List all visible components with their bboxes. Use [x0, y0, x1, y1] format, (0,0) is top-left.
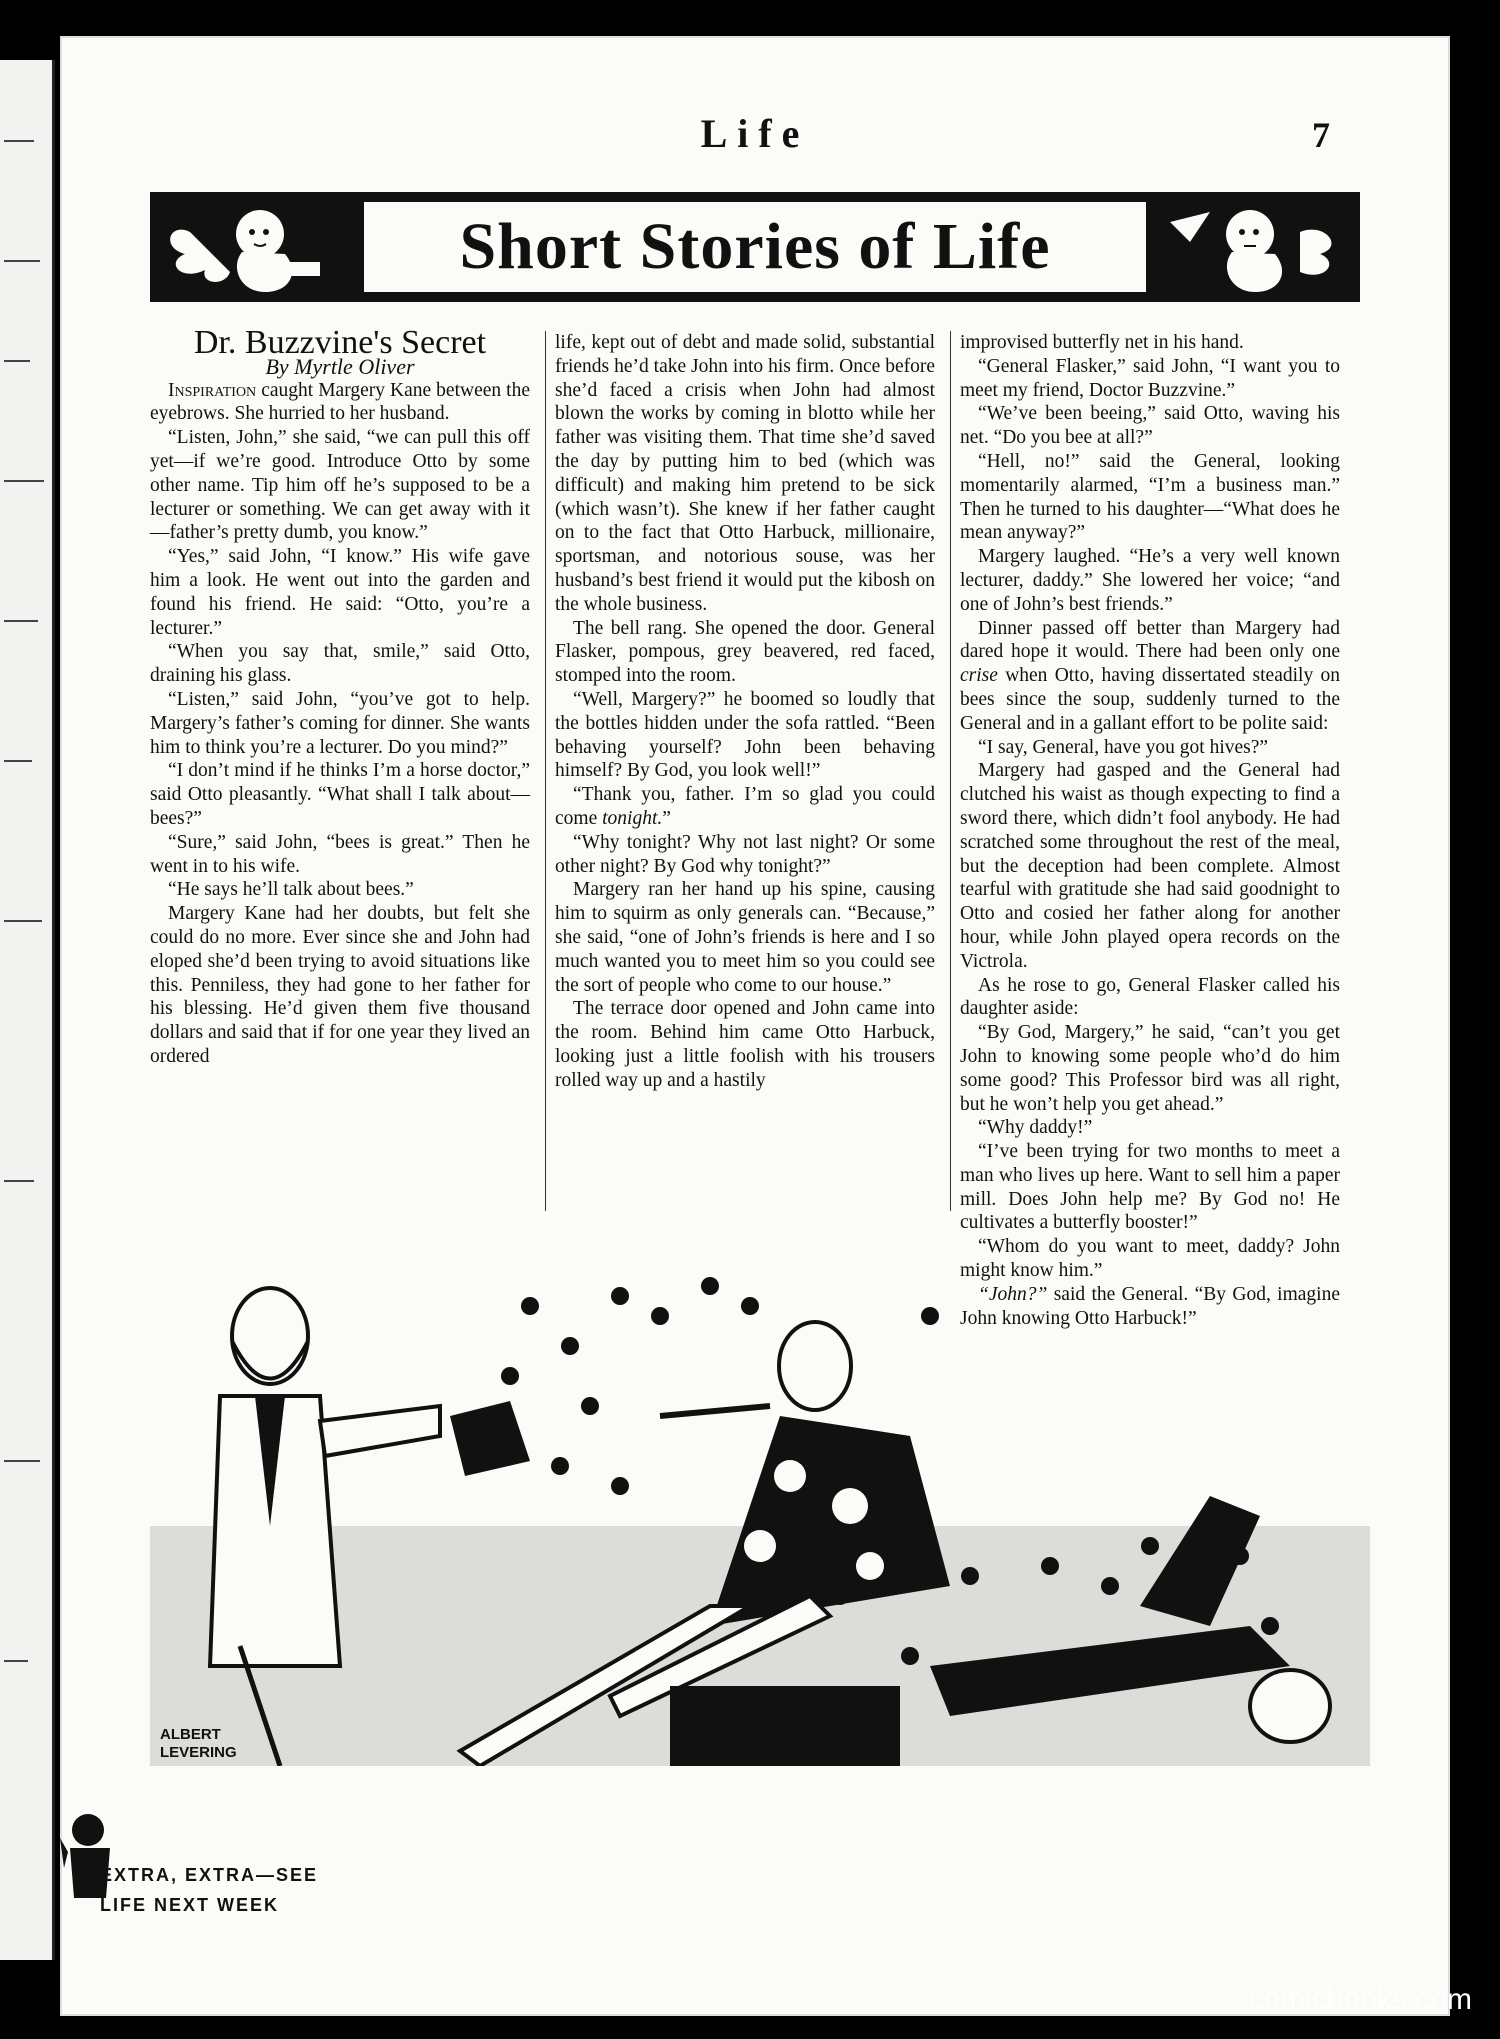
- emphasis-text: “John?”: [978, 1283, 1048, 1305]
- paragraph-text: when Otto, having dissertated steadily on bees since the soup, suddenly turned to the General and in a gallant effort to be polite said:: [960, 665, 1340, 734]
- paragraph: The terrace door opened and John came into the room. Behind him came Otto Harbuck, looking just a little foolish with his trousers rolled way up and a hastily: [555, 998, 935, 1091]
- paragraph: As he rose to go, General Flasker called his daughter aside:: [960, 974, 1340, 1020]
- paragraph: “I’ve been trying for two months to meet a man who lives up here. Want to sell him a paper mill. Does John help me? By God no! He cultivates a butterfly booster!”: [960, 1141, 1340, 1234]
- paragraph: “He says he’ll talk about bees.”: [168, 879, 414, 901]
- story-column-2: [555, 331, 935, 1093]
- paragraph: “I don’t mind if he thinks I’m a horse doctor,” said Otto pleasantly. “What shall I talk about—bees?”: [150, 760, 530, 829]
- paragraph: “When you say that, smile,” said Otto, draining his glass.: [150, 641, 530, 687]
- footer-line: EXTRA, EXTRA—SEE: [100, 1865, 319, 1885]
- paragraph: “Well, Margery?” he boomed so loudly that the bottles hidden under the sofa rattled. “Been behaving yourself? John been behaving himself? By God, you look well!”: [555, 688, 935, 782]
- site-watermark: comicbooks.com: [1248, 1983, 1472, 2016]
- emphasis-text: crise: [960, 665, 998, 687]
- cherub-right-icon: [1150, 192, 1360, 302]
- paragraph: Margery Kane had her doubts, but felt she could do no more. Ever since she and John had eloped she’d been trying to avoid situations like this. Penniless, they had gone to her father for his blessing. He’d given them five thousand dollars and said that if for one year they lived an ordered: [150, 903, 530, 1067]
- paragraph: “We’ve been beeing,” said Otto, waving his net. “Do you bee at all?”: [960, 403, 1340, 449]
- page-number: 7: [1312, 115, 1330, 155]
- paragraph: life, kept out of debt and made solid, substantial friends he’d take John into his firm. Once before she’d faced a crisis when John had almost blown the works by coming in blotto while her father was visiting them. That time she’d saved the day by putting him to bed (which was difficult) and making him pretend to be sick (which wasn’t). She knew if her father caught on to the fact that Otto Harbuck, millionaire, sportsman, and notorious souse, was her husband’s best friend it would put the kibosh on the whole business.: [555, 332, 935, 615]
- story-column-1: [150, 324, 530, 1069]
- cherub-left-icon: [150, 192, 360, 302]
- banner-title-box: [360, 198, 1150, 296]
- masthead: [60, 110, 1450, 180]
- signature-line: LEVERING: [160, 1744, 237, 1761]
- paragraph: “Listen, John,” she said, “we can pull this off yet—if we’re good. Introduce Otto by some other name. Tip him off he’s supposed to be a lecturer or something. We can get away with it—father’s pretty dumb, you know.”: [150, 427, 530, 544]
- story-title: Dr. Buzzvine's Secret: [193, 324, 487, 361]
- story-byline: By Myrtle Oliver: [265, 353, 415, 379]
- paragraph: “General Flasker,” said John, “I want you to meet my friend, Doctor Buzzvine.”: [960, 355, 1340, 401]
- paragraph: improvised butterfly net in his hand.: [960, 332, 1244, 353]
- paragraph: “Sure,” said John, “bees is great.” Then he went in to his wife.: [150, 831, 530, 877]
- paragraph: Margery had gasped and the General had clutched his waist as though expecting to find a sword there, which didn’t fool anybody. He had scratched some throughout the rest of the meal, but the deception had been complete. Almost tearful with gratitude she had said goodnight to Otto and cosied her father along for another hour, while John played opera records on the Victrola.: [960, 760, 1340, 972]
- magazine-page: [60, 36, 1450, 2016]
- paragraph: The bell rang. She opened the door. General Flasker, pompous, grey beavered, red faced, stomped into the room.: [555, 617, 935, 687]
- paragraph: Margery ran her hand up his spine, causing him to squirm as only generals can. “Because,” she said, “one of John’s friends is here and I so much wanted you to meet him so you could see the sort of people who come to our house.”: [555, 879, 935, 996]
- life-logo: Life: [700, 111, 810, 156]
- paragraph-text: ”: [662, 807, 671, 829]
- section-title: Short Stories of Life: [459, 210, 1051, 283]
- story-column-3: [960, 331, 1340, 1330]
- adjacent-page-edge: [0, 60, 55, 1960]
- emphasis-text: tonight.: [602, 807, 663, 829]
- paragraph-text: caught Margery Kane between the eyebrows. She hurried to her husband.: [150, 379, 530, 425]
- column-rule: [950, 331, 951, 1211]
- footer-text: [100, 1860, 318, 1920]
- footer-line: LIFE NEXT WEEK: [100, 1895, 280, 1915]
- paragraph: “Why tonight? Why not last night? Or some other night? By God why tonight?”: [555, 831, 935, 877]
- paragraph-text: “Thank you, father. I’m so glad you could come: [555, 784, 935, 829]
- paragraph: “Whom do you want to meet, daddy? John might know him.”: [960, 1236, 1340, 1282]
- paragraph: [555, 783, 935, 831]
- section-banner: [150, 192, 1360, 302]
- paragraph-text: Dinner passed off better than Margery had dared hope it would. There had been only one: [960, 617, 1340, 663]
- paragraph-text: said the General. “By God, imagine John knowing Otto Harbuck!”: [960, 1283, 1340, 1329]
- paragraph: “Listen,” said John, “you’ve got to help. Margery’s father’s coming for dinner. She wants him to think you’re a lecturer. Do you mind?”: [150, 688, 530, 758]
- paragraph: “Hell, no!” said the General, looking momentarily alarmed, “I’m a business man.” Then he turned to his daughter—“What does he mean anyway?”: [960, 450, 1340, 544]
- lead-word: Inspiration: [168, 379, 257, 401]
- story-illustration: [150, 1246, 1370, 1766]
- signature-line: ALBERT: [160, 1726, 221, 1743]
- paragraph: “Why daddy!”: [978, 1117, 1093, 1139]
- paragraph: “I say, General, have you got hives?”: [978, 736, 1269, 758]
- artist-signature: [160, 1726, 237, 1762]
- column-rule: [545, 331, 546, 1211]
- footer-promo: [60, 1798, 390, 1928]
- paragraph: Margery laughed. “He’s a very well known lecturer, daddy.” She lowered her voice; “and one of John’s best friends.”: [960, 546, 1340, 615]
- paragraph: “By God, Margery,” he said, “can’t you get John to knowing some people who’d do him some good? This Professor bird was all right, but he won’t help you get ahead.”: [960, 1022, 1340, 1115]
- paragraph: [960, 617, 1340, 736]
- paragraph: “Yes,” said John, “I know.” His wife gave him a look. He went out into the garden and found his friend. He said: “Otto, you’re a lecturer.”: [150, 546, 530, 639]
- paragraph: [150, 379, 530, 427]
